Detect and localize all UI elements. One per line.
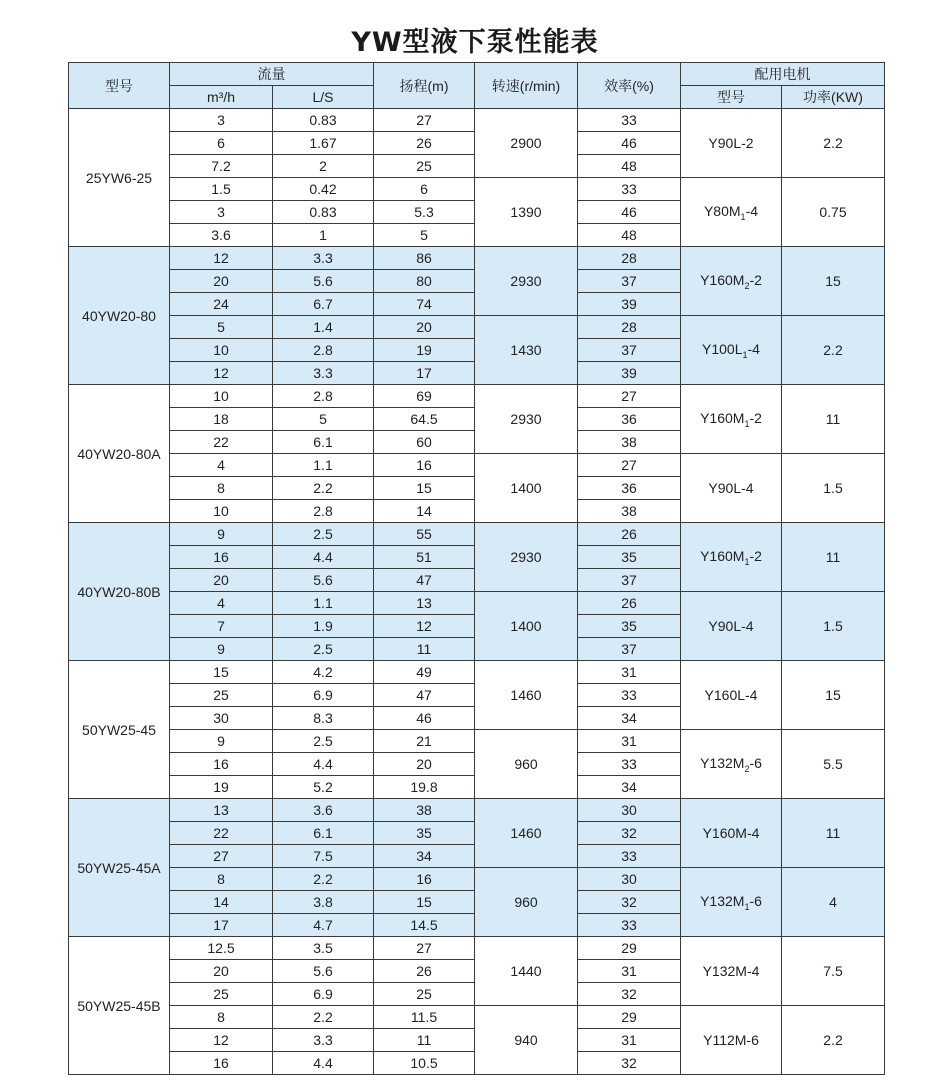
head-cell: 16 bbox=[374, 868, 475, 891]
flow-ls-cell: 3.8 bbox=[273, 891, 374, 914]
motor-model-base: Y100L bbox=[702, 341, 743, 357]
motor-model-base: Y90L-4 bbox=[708, 480, 754, 496]
flow-ls-cell: 8.3 bbox=[273, 707, 374, 730]
flow-m3h-cell: 6 bbox=[170, 132, 273, 155]
table-row bbox=[69, 523, 885, 546]
head-cell: 80 bbox=[374, 270, 475, 293]
motor-power-cell: 15 bbox=[782, 661, 885, 730]
flow-ls-cell: 3.3 bbox=[273, 1029, 374, 1052]
flow-m3h-cell: 20 bbox=[170, 960, 273, 983]
flow-m3h-cell: 12 bbox=[170, 362, 273, 385]
efficiency-cell: 34 bbox=[578, 707, 681, 730]
efficiency-cell: 28 bbox=[578, 247, 681, 270]
motor-power-cell: 5.5 bbox=[782, 730, 885, 799]
header-flow-m3h: m³/h bbox=[170, 86, 273, 109]
efficiency-cell: 31 bbox=[578, 1029, 681, 1052]
efficiency-cell: 31 bbox=[578, 661, 681, 684]
head-cell: 12 bbox=[374, 615, 475, 638]
head-cell: 19.8 bbox=[374, 776, 475, 799]
flow-m3h-cell: 16 bbox=[170, 1052, 273, 1075]
flow-ls-cell: 2.5 bbox=[273, 638, 374, 661]
flow-ls-cell: 0.83 bbox=[273, 109, 374, 132]
speed-cell: 2900 bbox=[475, 109, 578, 178]
motor-power-cell: 2.2 bbox=[782, 316, 885, 385]
speed-cell: 1400 bbox=[475, 592, 578, 661]
speed-cell: 2930 bbox=[475, 385, 578, 454]
head-cell: 5.3 bbox=[374, 201, 475, 224]
flow-ls-cell: 6.1 bbox=[273, 431, 374, 454]
motor-model-cell bbox=[681, 454, 782, 523]
flow-ls-cell: 5.2 bbox=[273, 776, 374, 799]
efficiency-cell: 46 bbox=[578, 132, 681, 155]
flow-ls-cell: 7.5 bbox=[273, 845, 374, 868]
motor-model-suffix: -4 bbox=[745, 203, 759, 219]
motor-model-subscript: 2 bbox=[744, 764, 750, 774]
motor-model-base: Y90L-2 bbox=[708, 135, 754, 151]
flow-ls-cell: 2.5 bbox=[273, 730, 374, 753]
flow-m3h-cell: 17 bbox=[170, 914, 273, 937]
efficiency-cell: 32 bbox=[578, 822, 681, 845]
flow-ls-cell: 2.8 bbox=[273, 339, 374, 362]
motor-model-base: Y160M bbox=[700, 548, 745, 564]
head-cell: 26 bbox=[374, 132, 475, 155]
flow-m3h-cell: 10 bbox=[170, 385, 273, 408]
motor-model-base: Y160M bbox=[700, 410, 745, 426]
efficiency-cell: 29 bbox=[578, 1006, 681, 1029]
speed-cell: 940 bbox=[475, 1006, 578, 1075]
flow-ls-cell: 4.4 bbox=[273, 1052, 374, 1075]
head-cell: 5 bbox=[374, 224, 475, 247]
efficiency-cell: 31 bbox=[578, 960, 681, 983]
flow-ls-cell: 5.6 bbox=[273, 960, 374, 983]
efficiency-cell: 32 bbox=[578, 1052, 681, 1075]
motor-power-cell: 1.5 bbox=[782, 592, 885, 661]
flow-ls-cell: 3.3 bbox=[273, 247, 374, 270]
flow-ls-cell: 1.1 bbox=[273, 592, 374, 615]
head-cell: 15 bbox=[374, 891, 475, 914]
head-cell: 17 bbox=[374, 362, 475, 385]
motor-model-cell bbox=[681, 385, 782, 454]
header-flow: 流量 bbox=[170, 63, 374, 86]
motor-power-cell: 0.75 bbox=[782, 178, 885, 247]
table-row bbox=[69, 178, 885, 201]
speed-cell: 1390 bbox=[475, 178, 578, 247]
flow-m3h-cell: 7 bbox=[170, 615, 273, 638]
flow-m3h-cell: 7.2 bbox=[170, 155, 273, 178]
motor-model-cell bbox=[681, 316, 782, 385]
motor-model-cell bbox=[681, 868, 782, 937]
efficiency-cell: 37 bbox=[578, 569, 681, 592]
header-efficiency: 效率(%) bbox=[578, 63, 681, 109]
speed-cell: 1400 bbox=[475, 454, 578, 523]
motor-model-base: Y132M-4 bbox=[702, 963, 760, 979]
motor-model-base: Y160M bbox=[700, 272, 745, 288]
head-cell: 25 bbox=[374, 983, 475, 1006]
efficiency-cell: 27 bbox=[578, 454, 681, 477]
flow-m3h-cell: 8 bbox=[170, 477, 273, 500]
table-row bbox=[69, 592, 885, 615]
flow-m3h-cell: 16 bbox=[170, 753, 273, 776]
head-cell: 25 bbox=[374, 155, 475, 178]
flow-m3h-cell: 9 bbox=[170, 730, 273, 753]
head-cell: 15 bbox=[374, 477, 475, 500]
head-cell: 11 bbox=[374, 1029, 475, 1052]
flow-m3h-cell: 4 bbox=[170, 454, 273, 477]
flow-m3h-cell: 25 bbox=[170, 983, 273, 1006]
head-cell: 34 bbox=[374, 845, 475, 868]
flow-ls-cell: 3.6 bbox=[273, 799, 374, 822]
efficiency-cell: 37 bbox=[578, 638, 681, 661]
flow-ls-cell: 5.6 bbox=[273, 270, 374, 293]
efficiency-cell: 48 bbox=[578, 224, 681, 247]
flow-m3h-cell: 8 bbox=[170, 868, 273, 891]
motor-model-base: Y112M-6 bbox=[703, 1032, 759, 1048]
motor-model-base: Y80M bbox=[703, 203, 741, 219]
efficiency-cell: 30 bbox=[578, 799, 681, 822]
head-cell: 6 bbox=[374, 178, 475, 201]
head-cell: 14.5 bbox=[374, 914, 475, 937]
flow-m3h-cell: 3 bbox=[170, 109, 273, 132]
head-cell: 38 bbox=[374, 799, 475, 822]
flow-ls-cell: 2.5 bbox=[273, 523, 374, 546]
efficiency-cell: 39 bbox=[578, 362, 681, 385]
motor-power-cell: 4 bbox=[782, 868, 885, 937]
table-row bbox=[69, 661, 885, 684]
head-cell: 55 bbox=[374, 523, 475, 546]
flow-ls-cell: 2.8 bbox=[273, 500, 374, 523]
flow-ls-cell: 5.6 bbox=[273, 569, 374, 592]
table-row bbox=[69, 454, 885, 477]
flow-ls-cell: 5 bbox=[273, 408, 374, 431]
head-cell: 19 bbox=[374, 339, 475, 362]
flow-m3h-cell: 4 bbox=[170, 592, 273, 615]
flow-ls-cell: 4.4 bbox=[273, 753, 374, 776]
efficiency-cell: 27 bbox=[578, 385, 681, 408]
table-body bbox=[69, 109, 885, 1075]
motor-model-cell bbox=[681, 730, 782, 799]
efficiency-cell: 46 bbox=[578, 201, 681, 224]
motor-model-base: Y90L-4 bbox=[708, 618, 754, 634]
efficiency-cell: 36 bbox=[578, 477, 681, 500]
flow-m3h-cell: 3.6 bbox=[170, 224, 273, 247]
motor-model-cell bbox=[681, 661, 782, 730]
table-row bbox=[69, 109, 885, 132]
flow-ls-cell: 1 bbox=[273, 224, 374, 247]
flow-ls-cell: 6.9 bbox=[273, 684, 374, 707]
efficiency-cell: 39 bbox=[578, 293, 681, 316]
flow-m3h-cell: 9 bbox=[170, 523, 273, 546]
flow-m3h-cell: 22 bbox=[170, 822, 273, 845]
header-head: 扬程(m) bbox=[374, 63, 475, 109]
flow-m3h-cell: 10 bbox=[170, 500, 273, 523]
flow-m3h-cell: 14 bbox=[170, 891, 273, 914]
head-cell: 11 bbox=[374, 638, 475, 661]
pump-model-cell: 50YW25-45 bbox=[69, 661, 170, 799]
flow-m3h-cell: 12.5 bbox=[170, 937, 273, 960]
head-cell: 13 bbox=[374, 592, 475, 615]
header-flow-ls: L/S bbox=[273, 86, 374, 109]
table-row bbox=[69, 385, 885, 408]
performance-table bbox=[68, 62, 885, 1075]
efficiency-cell: 36 bbox=[578, 408, 681, 431]
head-cell: 16 bbox=[374, 454, 475, 477]
flow-ls-cell: 0.42 bbox=[273, 178, 374, 201]
flow-ls-cell: 2.2 bbox=[273, 1006, 374, 1029]
flow-m3h-cell: 20 bbox=[170, 569, 273, 592]
efficiency-cell: 33 bbox=[578, 914, 681, 937]
efficiency-cell: 33 bbox=[578, 845, 681, 868]
header-speed: 转速(r/min) bbox=[475, 63, 578, 109]
flow-m3h-cell: 20 bbox=[170, 270, 273, 293]
speed-cell: 1460 bbox=[475, 661, 578, 730]
motor-model-cell bbox=[681, 109, 782, 178]
efficiency-cell: 35 bbox=[578, 546, 681, 569]
flow-m3h-cell: 16 bbox=[170, 546, 273, 569]
flow-m3h-cell: 5 bbox=[170, 316, 273, 339]
flow-ls-cell: 6.9 bbox=[273, 983, 374, 1006]
motor-model-subscript: 1 bbox=[744, 419, 750, 429]
motor-model-base: Y132M bbox=[700, 755, 745, 771]
flow-m3h-cell: 18 bbox=[170, 408, 273, 431]
head-cell: 20 bbox=[374, 316, 475, 339]
efficiency-cell: 37 bbox=[578, 270, 681, 293]
flow-m3h-cell: 10 bbox=[170, 339, 273, 362]
flow-m3h-cell: 8 bbox=[170, 1006, 273, 1029]
pump-model-cell: 25YW6-25 bbox=[69, 109, 170, 247]
efficiency-cell: 33 bbox=[578, 753, 681, 776]
efficiency-cell: 26 bbox=[578, 523, 681, 546]
head-cell: 47 bbox=[374, 684, 475, 707]
flow-m3h-cell: 27 bbox=[170, 845, 273, 868]
efficiency-cell: 38 bbox=[578, 500, 681, 523]
speed-cell: 1430 bbox=[475, 316, 578, 385]
pump-model-cell: 40YW20-80A bbox=[69, 385, 170, 523]
flow-ls-cell: 3.3 bbox=[273, 362, 374, 385]
flow-ls-cell: 4.2 bbox=[273, 661, 374, 684]
head-cell: 69 bbox=[374, 385, 475, 408]
head-cell: 35 bbox=[374, 822, 475, 845]
motor-power-cell: 7.5 bbox=[782, 937, 885, 1006]
head-cell: 49 bbox=[374, 661, 475, 684]
flow-m3h-cell: 13 bbox=[170, 799, 273, 822]
motor-model-cell bbox=[681, 592, 782, 661]
flow-ls-cell: 2.2 bbox=[273, 477, 374, 500]
motor-power-cell: 11 bbox=[782, 523, 885, 592]
motor-model-suffix: -6 bbox=[749, 755, 762, 771]
flow-ls-cell: 2.2 bbox=[273, 868, 374, 891]
efficiency-cell: 29 bbox=[578, 937, 681, 960]
efficiency-cell: 33 bbox=[578, 178, 681, 201]
speed-cell: 1460 bbox=[475, 799, 578, 868]
flow-ls-cell: 6.1 bbox=[273, 822, 374, 845]
page-title: YW型液下泵性能表 bbox=[351, 27, 599, 58]
head-cell: 27 bbox=[374, 937, 475, 960]
flow-ls-cell: 1.9 bbox=[273, 615, 374, 638]
motor-model-base: Y132M bbox=[700, 893, 745, 909]
head-cell: 46 bbox=[374, 707, 475, 730]
motor-power-cell: 15 bbox=[782, 247, 885, 316]
motor-model-subscript: 2 bbox=[744, 281, 750, 291]
head-cell: 11.5 bbox=[374, 1006, 475, 1029]
efficiency-cell: 33 bbox=[578, 109, 681, 132]
efficiency-cell: 33 bbox=[578, 684, 681, 707]
motor-model-suffix: -2 bbox=[749, 272, 762, 288]
efficiency-cell: 32 bbox=[578, 891, 681, 914]
head-cell: 64.5 bbox=[374, 408, 475, 431]
flow-ls-cell: 2.8 bbox=[273, 385, 374, 408]
efficiency-cell: 28 bbox=[578, 316, 681, 339]
motor-model-cell bbox=[681, 247, 782, 316]
speed-cell: 2930 bbox=[475, 247, 578, 316]
flow-m3h-cell: 30 bbox=[170, 707, 273, 730]
efficiency-cell: 35 bbox=[578, 615, 681, 638]
efficiency-cell: 31 bbox=[578, 730, 681, 753]
table-header bbox=[69, 63, 885, 109]
table-row bbox=[69, 247, 885, 270]
table-row bbox=[69, 799, 885, 822]
motor-model-suffix: -2 bbox=[749, 410, 762, 426]
efficiency-cell: 37 bbox=[578, 339, 681, 362]
pump-model-cell: 40YW20-80B bbox=[69, 523, 170, 661]
head-cell: 74 bbox=[374, 293, 475, 316]
head-cell: 47 bbox=[374, 569, 475, 592]
flow-m3h-cell: 25 bbox=[170, 684, 273, 707]
head-cell: 21 bbox=[374, 730, 475, 753]
head-cell: 26 bbox=[374, 960, 475, 983]
speed-cell: 1440 bbox=[475, 937, 578, 1006]
motor-model-suffix: -2 bbox=[749, 548, 762, 564]
motor-model-cell bbox=[681, 523, 782, 592]
efficiency-cell: 38 bbox=[578, 431, 681, 454]
speed-cell: 2930 bbox=[475, 523, 578, 592]
speed-cell: 960 bbox=[475, 730, 578, 799]
header-motor-model: 型号 bbox=[681, 86, 782, 109]
motor-model-subscript: 1 bbox=[744, 902, 750, 912]
flow-ls-cell: 0.83 bbox=[273, 201, 374, 224]
flow-m3h-cell: 1.5 bbox=[170, 178, 273, 201]
pump-model-cell: 50YW25-45A bbox=[69, 799, 170, 937]
flow-ls-cell: 1.67 bbox=[273, 132, 374, 155]
flow-ls-cell: 4.7 bbox=[273, 914, 374, 937]
flow-ls-cell: 6.7 bbox=[273, 293, 374, 316]
motor-power-cell: 11 bbox=[782, 799, 885, 868]
efficiency-cell: 34 bbox=[578, 776, 681, 799]
flow-m3h-cell: 19 bbox=[170, 776, 273, 799]
table-row bbox=[69, 316, 885, 339]
head-cell: 51 bbox=[374, 546, 475, 569]
pump-model-cell: 50YW25-45B bbox=[69, 937, 170, 1075]
flow-ls-cell: 1.1 bbox=[273, 454, 374, 477]
motor-model-subscript: 1 bbox=[742, 350, 748, 360]
head-cell: 60 bbox=[374, 431, 475, 454]
flow-m3h-cell: 12 bbox=[170, 1029, 273, 1052]
motor-model-cell bbox=[681, 1006, 782, 1075]
efficiency-cell: 30 bbox=[578, 868, 681, 891]
pump-model-cell: 40YW20-80 bbox=[69, 247, 170, 385]
flow-m3h-cell: 22 bbox=[170, 431, 273, 454]
motor-model-subscript: 1 bbox=[740, 212, 746, 222]
head-cell: 10.5 bbox=[374, 1052, 475, 1075]
speed-cell: 960 bbox=[475, 868, 578, 937]
head-cell: 86 bbox=[374, 247, 475, 270]
flow-ls-cell: 3.5 bbox=[273, 937, 374, 960]
motor-model-cell bbox=[681, 799, 782, 868]
motor-model-cell bbox=[681, 178, 782, 247]
flow-m3h-cell: 24 bbox=[170, 293, 273, 316]
motor-power-cell: 1.5 bbox=[782, 454, 885, 523]
table-row bbox=[69, 937, 885, 960]
motor-power-cell: 11 bbox=[782, 385, 885, 454]
motor-model-suffix: -4 bbox=[747, 341, 760, 357]
motor-model-cell bbox=[681, 937, 782, 1006]
head-cell: 27 bbox=[374, 109, 475, 132]
head-cell: 14 bbox=[374, 500, 475, 523]
efficiency-cell: 26 bbox=[578, 592, 681, 615]
header-motor: 配用电机 bbox=[681, 63, 885, 86]
flow-m3h-cell: 15 bbox=[170, 661, 273, 684]
efficiency-cell: 48 bbox=[578, 155, 681, 178]
motor-model-base: Y160L-4 bbox=[704, 687, 758, 703]
table-row bbox=[69, 730, 885, 753]
header-model: 型号 bbox=[69, 63, 170, 109]
motor-power-cell: 2.2 bbox=[782, 1006, 885, 1075]
flow-m3h-cell: 3 bbox=[170, 201, 273, 224]
motor-model-suffix: -6 bbox=[749, 893, 762, 909]
efficiency-cell: 32 bbox=[578, 983, 681, 1006]
flow-ls-cell: 1.4 bbox=[273, 316, 374, 339]
flow-m3h-cell: 12 bbox=[170, 247, 273, 270]
table-row bbox=[69, 1006, 885, 1029]
motor-power-cell: 2.2 bbox=[782, 109, 885, 178]
motor-model-base: Y160M-4 bbox=[702, 825, 760, 841]
flow-ls-cell: 2 bbox=[273, 155, 374, 178]
flow-ls-cell: 4.4 bbox=[273, 546, 374, 569]
flow-m3h-cell: 9 bbox=[170, 638, 273, 661]
motor-model-subscript: 1 bbox=[744, 557, 750, 567]
head-cell: 20 bbox=[374, 753, 475, 776]
table-row bbox=[69, 868, 885, 891]
header-motor-power: 功率(KW) bbox=[782, 86, 885, 109]
